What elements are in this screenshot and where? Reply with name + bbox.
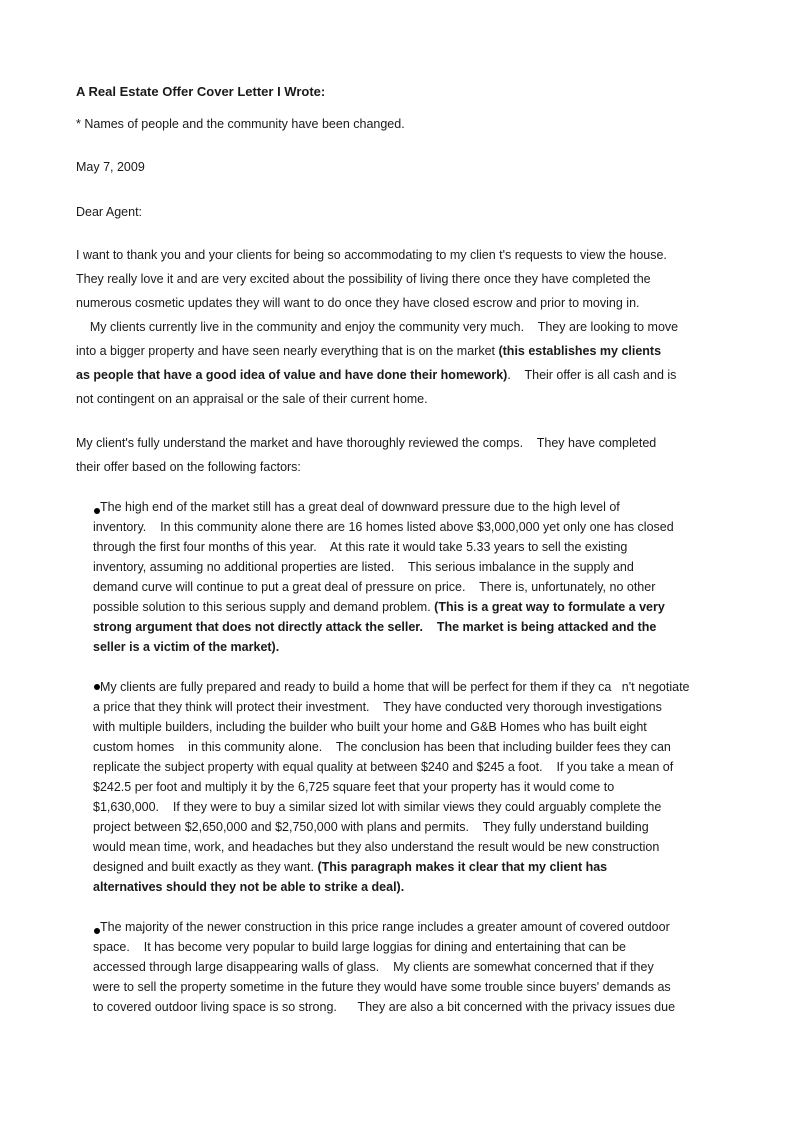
document-title: A Real Estate Offer Cover Letter I Wrote: [76,84,326,99]
paragraph-3-line: their offer based on the following factors: [76,460,301,474]
bullet-3-line: to covered outdoor living space is so strong. They are also a bit concerned with the privacy issues due [93,1000,676,1014]
paragraph-3-line: My client's fully understand the market and have thoroughly reviewed the comps. They have completed [76,436,657,450]
bullet-1-emphasis: (This is a great way to formulate a very [434,600,665,614]
paragraph-2-line: not contingent on an appraisal or the sale of their current home. [76,392,428,406]
bullet-2-line: project between $2,650,000 and $2,750,000 with plans and permits. They fully understand building [93,820,649,834]
bullet-1-line [93,637,279,657]
bullet-2-emphasis: alternatives should they not be able to strike a deal). [93,880,405,894]
bullet-2-line: $242.5 per foot and multiply it by the 6,725 square feet that your property has it would come to [93,780,615,794]
bullet-2-line [93,857,607,877]
bullet-2-line: custom homes in this community alone. The conclusion has been that including builder fees they can [93,740,671,754]
bullet-1-line: through the first four months of this year. At this rate it would take 5.33 years to sell the existing [93,540,628,554]
bullet-2-line [93,877,404,897]
bullet-2-line: $1,630,000. If they were to buy a similar sized lot with similar views they could arguably complete the [93,800,662,814]
paragraph-2-emphasis: (this establishes my clients [498,344,662,358]
bullet-2-text: designed and built exactly as they want. [93,860,318,874]
paragraph-2-line [76,365,676,385]
bullet-3-line: were to sell the property sometime in the future they would have some trouble since buyers' demands as [93,980,671,994]
bullet-2-line: would mean time, work, and headaches but they also understand the result would be new construction [93,840,660,854]
bullet-1-line [93,617,656,637]
paragraph-2-text: into a bigger property and have seen nearly everything that is on the market [76,344,499,358]
letter-date: May 7, 2009 [76,160,145,174]
paragraph-1-line: numerous cosmetic updates they will want to do once they have closed escrow and prior to moving in. [76,296,640,310]
bullet-1-line [93,597,665,617]
bullet-3-line: The majority of the newer construction in this price range includes a greater amount of covered outdoor [100,920,670,934]
bullet-1-line: demand curve will continue to put a great deal of pressure on price. There is, unfortunately, no other [93,580,656,594]
bullet-1-emphasis: seller is a victim of the market). [93,640,280,654]
document-note: * Names of people and the community have been changed. [76,117,405,131]
bullet-1-emphasis: strong argument that does not directly attack the seller. The market is being attacked and the [93,620,657,634]
paragraph-2-emphasis: as people that have a good idea of value and have done their homework) [76,368,508,382]
paragraph-1-line: I want to thank you and your clients for being so accommodating to my clien t's requests to view the house. [76,248,667,262]
paragraph-2-line [76,341,661,361]
bullet-2-emphasis: (This paragraph makes it clear that my client has [317,860,608,874]
paragraph-1-line: They really love it and are very excited about the possibility of living there once they have completed the [76,272,651,286]
bullet-1-line: The high end of the market still has a great deal of downward pressure due to the high level of [100,500,620,514]
paragraph-2-text: . Their offer is all cash and is [507,368,677,382]
bullet-2-line: with multiple builders, including the builder who built your home and G&B Homes who has built eight [93,720,647,734]
bullet-1-line: inventory, assuming no additional properties are listed. This serious imbalance in the supply and [93,560,634,574]
bullet-1-text: possible solution to this serious supply and demand problem. [93,600,435,614]
bullet-3-line: space. It has become very popular to build large loggias for dining and entertaining that can be [93,940,626,954]
bullet-2-line: My clients are fully prepared and ready to build a home that will be perfect for them if they ca n't negotiate [100,680,690,694]
bullet-3-line: accessed through large disappearing walls of glass. My clients are somewhat concerned that if they [93,960,654,974]
bullet-2-line: replicate the subject property with equal quality at between $240 and $245 a foot. If you take a mean of [93,760,674,774]
paragraph-2-line: My clients currently live in the community and enjoy the community very much. They are looking to move [76,320,679,334]
bullet-2-line: a price that they think will protect their investment. They have conducted very thorough investigations [93,700,662,714]
bullet-1-line: inventory. In this community alone there are 16 homes listed above $3,000,000 yet only one has closed [93,520,674,534]
salutation: Dear Agent: [76,205,143,219]
